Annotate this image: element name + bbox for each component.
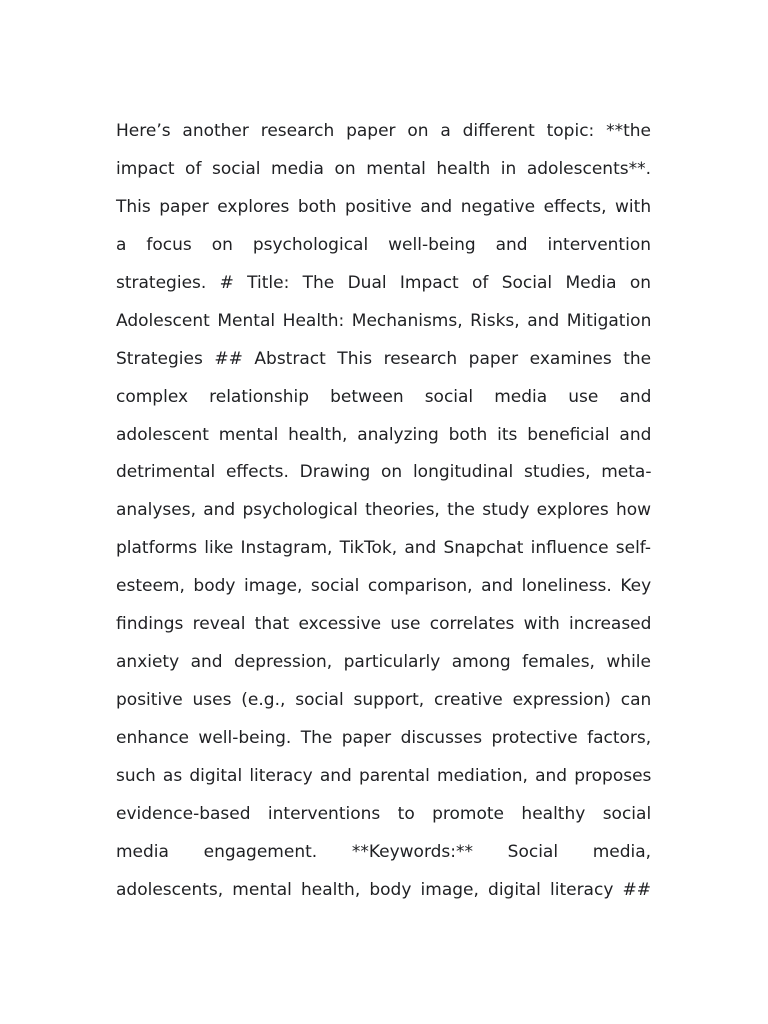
text-line: evidence-based interventions to promote healthy social xyxy=(116,803,652,824)
text-line: strategies. # Title: The Dual Impact of Social Media on xyxy=(116,272,651,293)
text-line: This paper explores both positive and negative effects, with xyxy=(116,196,652,217)
text-line: findings reveal that excessive use correlates with increased xyxy=(116,614,652,635)
text-line: Strategies ## Abstract This research paper examines the xyxy=(116,348,652,369)
text-line: analyses, and psychological theories, the study explores how xyxy=(116,500,652,521)
text-line: platforms like Instagram, TikTok, and Snapchat influence self- xyxy=(116,538,651,559)
text-line: enhance well-being. The paper discusses protective factors, xyxy=(116,728,652,748)
text-line: complex relationship between social media use and xyxy=(116,386,652,407)
text-line: a focus on psychological well-being and intervention xyxy=(116,234,651,255)
text-line: Here’s another research paper on a different topic: **the xyxy=(116,121,651,141)
text-line: anxiety and depression, particularly among females, while xyxy=(116,652,651,673)
text-line: such as digital literacy and parental mediation, and proposes xyxy=(116,765,652,786)
text-line: impact of social media on mental health in adolescents**. xyxy=(116,158,651,179)
text-line: media engagement. **Keywords:** Social media, xyxy=(116,841,652,862)
text-line: Adolescent Mental Health: Mechanisms, Risks, and Mitigation xyxy=(116,310,652,331)
text-line: positive uses (e.g., social support, creative expression) can xyxy=(116,690,652,711)
text-line: adolescents, mental health, body image, digital literacy ## xyxy=(116,879,651,900)
text-line: detrimental effects. Drawing on longitudinal studies, meta- xyxy=(116,462,652,483)
text-line: adolescent mental health, analyzing both its beneficial and xyxy=(116,424,652,445)
document-body xyxy=(116,113,651,910)
text-line: esteem, body image, social comparison, and loneliness. Key xyxy=(116,576,652,597)
